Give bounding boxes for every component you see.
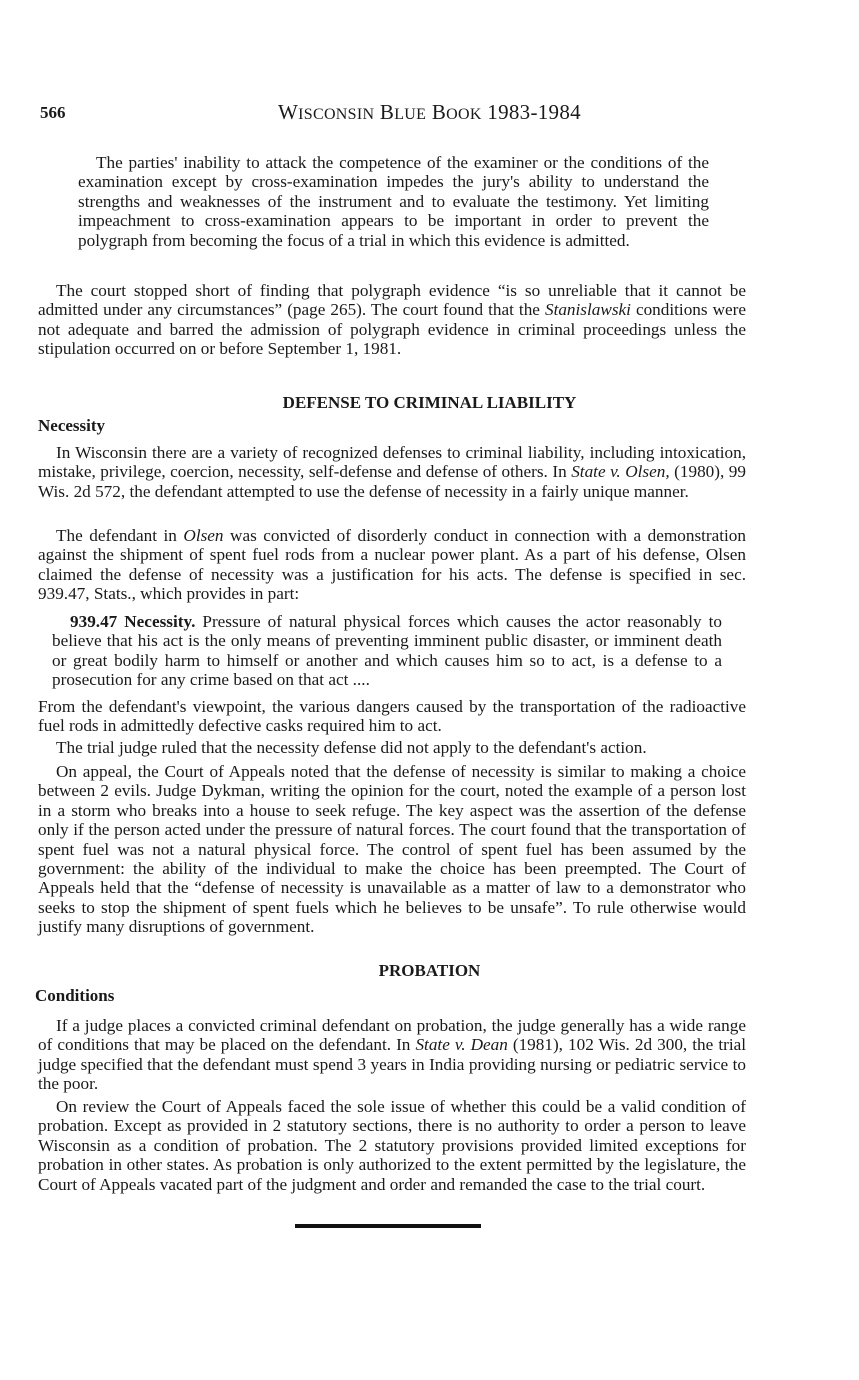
end-rule	[295, 1224, 481, 1228]
text-run: was convicted of disorderly conduct in connection with a demonstration against the shipment of spent fuel rods from a nuclear power plant. As a part of his defense, Olsen claimed the defense of necessity was a justification for his acts. The defense is specified in sec. 939.47, Stats., which provides in part:	[38, 526, 746, 604]
text-run: conditions were not adequate and barred the admission of polygraph evidence in criminal proceedings unless the stipulation occurred on or before September 1, 1981.	[38, 300, 746, 359]
statute-quote	[52, 612, 722, 690]
running-head-b: B	[379, 100, 395, 124]
text-run: The defendant in	[56, 526, 184, 545]
probation-review-paragraph: On review the Court of Appeals faced the sole issue of whether this could be a valid condition of probation. Except as provided in 2 statutory sections, there is no authority to order a person to leave Wisconsin as a condition of probation. The 2 statutory provisions provided limited exceptions for probation in other states. As probation is only authorized to the extent permitted by the legislature, the Court of Appeals vacated part of the judgment and order and remanded the case to the trial court.	[38, 1097, 746, 1194]
subheading-necessity: Necessity	[38, 416, 106, 435]
appeal-paragraph: On appeal, the Court of Appeals noted that the defense of necessity is similar to making a choice between 2 evils. Judge Dykman, writing the opinion for the court, noted the example of a person lost in a storm who breaks into a house to seek refuge. The key aspect was the assertion of the defense only if the person acted under the pressure of natural forces. The court found that the transportation of spent fuel was not a natural physical force. The control of spent fuel has been assumed by the government: the ability of the individual to make the choice has been preempted. The Court of Appeals held that the “defense of necessity is unavailable as a matter of law to a demonstrator who seeks to stop the shipment of spent fuels which he believes to be unsafe”. To rule otherwise would justify many disruptions of government.	[38, 762, 746, 937]
necessity-intro-paragraph	[38, 443, 746, 501]
statute-text: Pressure of natural physical forces which causes the actor reasonably to believe that his act is the only means of preventing imminent public disaster, or imminent death or great bodily harm to himself or another and which causes him so to act, is a defense to a prosecution for any crime based on that act ....	[52, 612, 722, 690]
text-run: The court stopped short of finding that polygraph evidence “is so unreliable that it cannot be admitted under any circumstances” (page 265). The court found that the	[38, 281, 746, 320]
case-name: State v. Olsen,	[571, 462, 670, 482]
polygraph-quote: The parties' inability to attack the competence of the examiner or the conditions of the examination except by cross-examination impedes the jury's ability to understand the strengths and weaknesses of the instrument and to evaluate the testimony. Yet limiting impeachment to cross-examination appears to be important in order to prevent the polygraph from becoming the focus of a trial in which this evidence is admitted.	[78, 153, 709, 250]
text-run: If a judge places a convicted criminal defendant on probation, the judge generally has a wide range of conditions that may be placed on the defendant. In	[38, 1016, 746, 1055]
page-number: 566	[40, 103, 66, 122]
case-name: Olsen	[183, 526, 224, 545]
section-heading-defense: DEFENSE TO CRIMINAL LIABILITY	[282, 393, 577, 412]
case-name: Stanislawski	[544, 300, 631, 320]
running-head-years: 1983-1984	[487, 100, 581, 124]
text-run: (1981), 102 Wis. 2d 300, the trial judge specified that the defendant must spend 3 years in India providing nursing or pediatric service to the poor.	[38, 1035, 747, 1094]
running-head-w: W	[278, 100, 299, 124]
running-head-lue: LUE	[394, 106, 427, 123]
text-run: (1980), 99 Wis. 2d 572, the defendant attempted to use the defense of necessity in a fairly unique manner.	[38, 462, 746, 501]
defendant-viewpoint-paragraph: From the defendant's viewpoint, the various dangers caused by the transportation of the radioactive fuel rods in admittedly defective casks required him to act.	[38, 697, 746, 736]
trial-judge-paragraph: The trial judge ruled that the necessity defense did not apply to the defendant's action.	[56, 738, 647, 757]
running-head	[0, 100, 859, 125]
text-run: In Wisconsin there are a variety of recognized defenses to criminal liability, including intoxication, mistake, privilege, coercion, necessity, self-defense and defense of others. In	[38, 443, 746, 482]
case-name: State v. Dean	[415, 1035, 508, 1055]
subheading-conditions: Conditions	[35, 986, 115, 1005]
running-head-isconsin: ISCONSIN	[298, 106, 375, 123]
running-head-b2: B	[431, 100, 447, 124]
probation-intro-paragraph	[38, 1016, 746, 1094]
polygraph-conclusion-paragraph	[38, 281, 746, 359]
statute-label: 939.47 Necessity.	[70, 612, 196, 631]
running-head-ook: OOK	[446, 106, 482, 123]
olsen-facts-paragraph	[38, 526, 746, 604]
section-heading-probation: PROBATION	[378, 961, 481, 980]
